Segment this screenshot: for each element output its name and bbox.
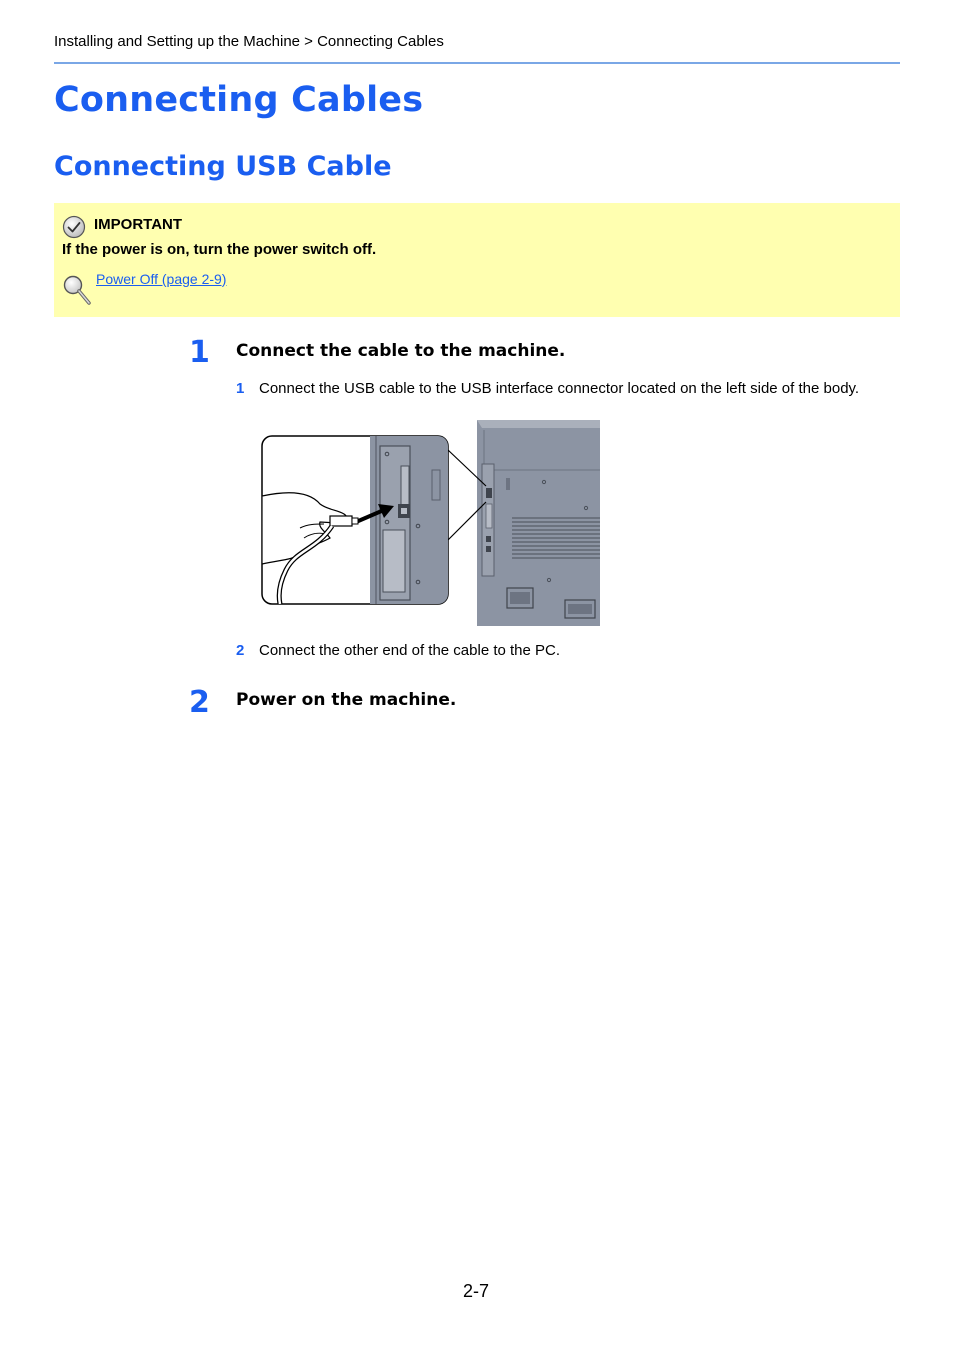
header-divider — [54, 62, 900, 64]
check-circle-icon — [62, 215, 86, 239]
step-2-number: 2 — [189, 685, 210, 720]
step-2-title: Power on the machine. — [236, 690, 457, 710]
breadcrumb: Installing and Setting up the Machine > Connecting Cables — [54, 33, 444, 50]
important-text: If the power is on, turn the power switch off. — [62, 241, 377, 258]
usb-connection-illustration — [260, 420, 602, 628]
substep-1 — [236, 380, 859, 397]
page-number: 2-7 — [463, 1281, 490, 1301]
substep-1-number: 1 — [236, 380, 245, 397]
substep-1-text: Connect the USB cable to the USB interface connector located on the left side of the body. — [259, 380, 860, 397]
section-title: Connecting USB Cable — [54, 151, 392, 182]
page-title: Connecting Cables — [54, 80, 424, 120]
magnifier-icon — [61, 273, 93, 307]
step-1-number: 1 — [189, 335, 210, 370]
important-note-box — [54, 203, 900, 317]
substep-2-number: 2 — [236, 642, 245, 659]
substep-2 — [236, 642, 560, 659]
power-off-reference-link[interactable]: Power Off (page 2-9) — [96, 271, 227, 287]
step-1-title: Connect the cable to the machine. — [236, 341, 566, 361]
substep-2-text: Connect the other end of the cable to the PC. — [259, 642, 561, 659]
important-label: IMPORTANT — [94, 216, 183, 233]
